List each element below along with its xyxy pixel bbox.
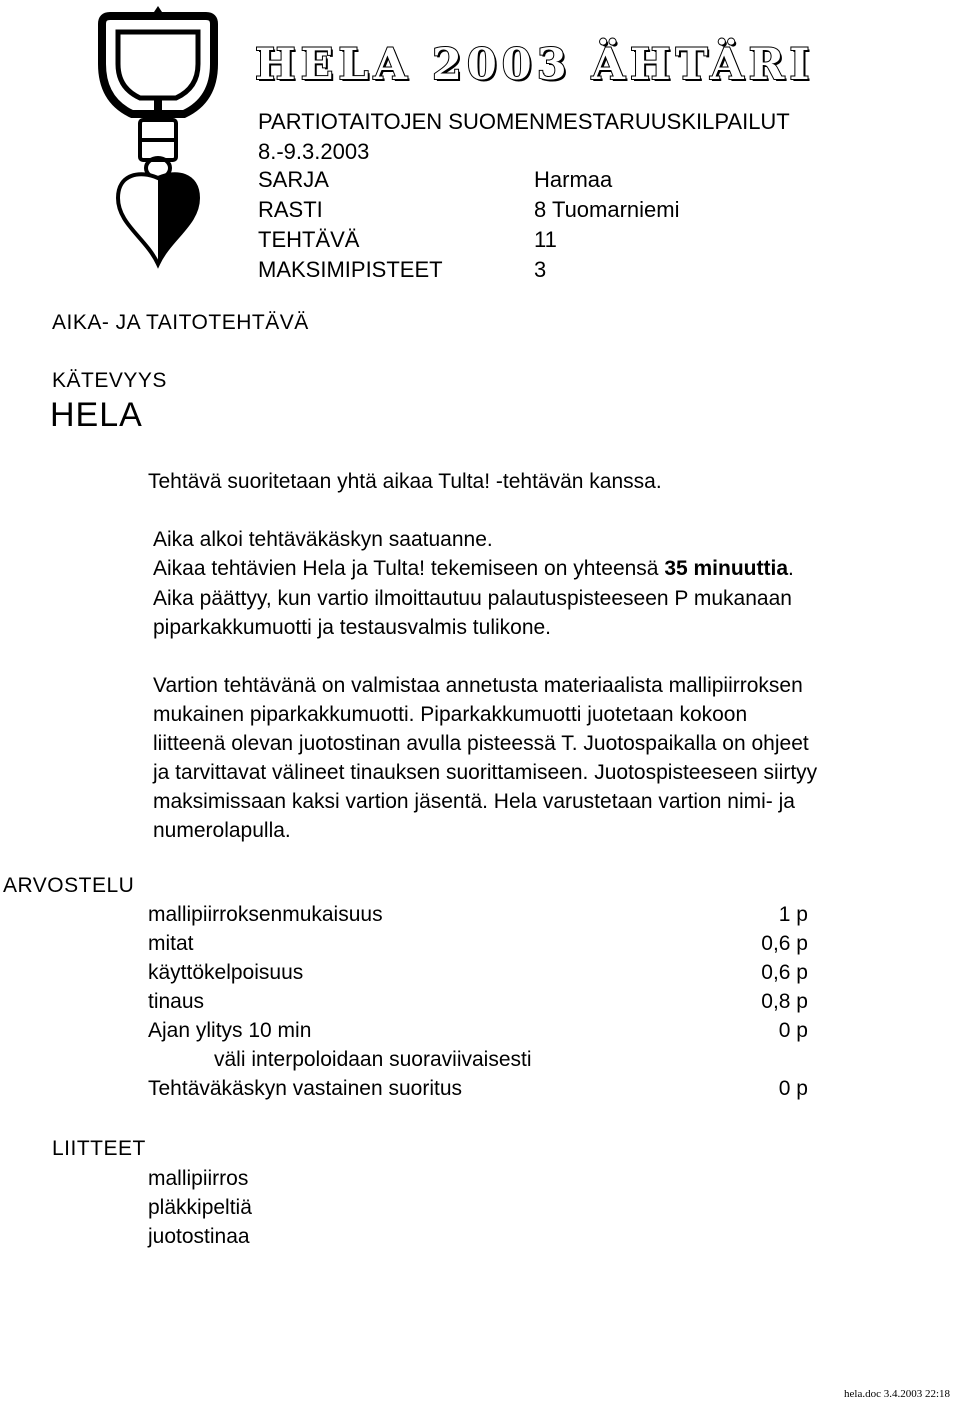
intro-text: Tehtävä suoritetaan yhtä aikaa Tulta! -tehtävän kanssa. — [148, 470, 662, 493]
grading-label: mallipiirroksenmukaisuus — [148, 903, 383, 926]
time-limit-emphasis: 35 minuuttia — [664, 557, 788, 580]
description-line: numerolapulla. — [153, 819, 291, 842]
field-label: TEHTÄVÄ — [258, 227, 360, 252]
grading-label: tinaus — [148, 990, 205, 1013]
field-value: 3 — [534, 257, 547, 282]
skill-heading: KÄTEVYYS — [52, 369, 167, 392]
grading-label: Ajan ylitys 10 min — [148, 1019, 312, 1042]
field-label: SARJA — [258, 167, 329, 192]
description-line: Vartion tehtävänä on valmistaa annetusta materiaalista mallipiirroksen — [153, 674, 803, 697]
grading-label: käyttökelpoisuus — [148, 961, 304, 984]
grading-row — [148, 1019, 808, 1049]
field-value: 8 Tuomarniemi — [534, 197, 680, 222]
grading-points: 0 p — [778, 1077, 808, 1100]
grading-label: mitat — [148, 932, 194, 955]
time-line: Aika päättyy, kun vartio ilmoittautuu palautuspisteeseen P mukanaan — [153, 587, 792, 610]
field-value: 11 — [534, 227, 557, 252]
time-line — [153, 553, 794, 584]
grading-row — [148, 932, 808, 962]
category-heading: AIKA- JA TAITOTEHTÄVÄ — [52, 311, 309, 334]
field-label: MAKSIMIPISTEET — [258, 257, 443, 282]
competition-title: PARTIOTAITOJEN SUOMENMESTARUUSKILPAILUT — [258, 109, 790, 134]
description-line: liitteenä olevan juotostinan avulla pisteessä T. Juotospaikalla on ohjeet — [153, 732, 809, 755]
banner-title: HELA 2003 ÄHTÄRI — [255, 40, 815, 90]
grading-row — [148, 1077, 808, 1107]
footer-filename: hela.doc 3.4.2003 22:18 — [844, 1388, 951, 1400]
grading-row — [148, 961, 808, 991]
grading-points: 1 p — [778, 903, 808, 926]
description-line: maksimissaan kaksi vartion jäsentä. Hela varustetaan vartion nimi- ja — [153, 790, 795, 813]
field-value: Harmaa — [534, 167, 613, 192]
task-name: HELA — [50, 396, 143, 434]
attachment-item: juotostinaa — [148, 1225, 250, 1248]
grading-note: väli interpoloidaan suoraviivaisesti — [214, 1048, 532, 1071]
grading-heading: ARVOSTELU — [3, 874, 135, 897]
attachment-item: mallipiirros — [148, 1167, 249, 1190]
description-line: mukainen piparkakkumuotti. Piparkakkumuotti juotetaan kokoon — [153, 703, 748, 726]
grading-points: 0,8 p — [761, 990, 808, 1013]
grading-row — [148, 903, 808, 933]
competition-dates: 8.-9.3.2003 — [258, 139, 370, 164]
grading-label: Tehtäväkäskyn vastainen suoritus — [148, 1077, 463, 1100]
grading-row — [148, 990, 808, 1020]
time-line-part: . — [788, 557, 794, 580]
hela-logo-icon — [88, 2, 228, 270]
time-line: piparkakkumuotti ja testausvalmis tulikone. — [153, 616, 552, 639]
time-line: Aika alkoi tehtäväkäskyn saatuanne. — [153, 528, 493, 551]
grading-row — [148, 1048, 808, 1078]
grading-points: 0,6 p — [761, 961, 808, 984]
grading-points: 0 p — [778, 1019, 808, 1042]
attachment-item: pläkkipeltiä — [148, 1196, 252, 1219]
attachments-heading: LIITTEET — [52, 1137, 146, 1160]
grading-points: 0,6 p — [761, 932, 808, 955]
time-line-part: Aikaa tehtävien Hela ja Tulta! tekemiseen on yhteensä — [153, 557, 665, 580]
description-line: ja tarvittavat välineet tinauksen suorittamiseen. Juotospisteeseen siirtyy — [153, 761, 818, 784]
field-label: RASTI — [258, 197, 323, 222]
